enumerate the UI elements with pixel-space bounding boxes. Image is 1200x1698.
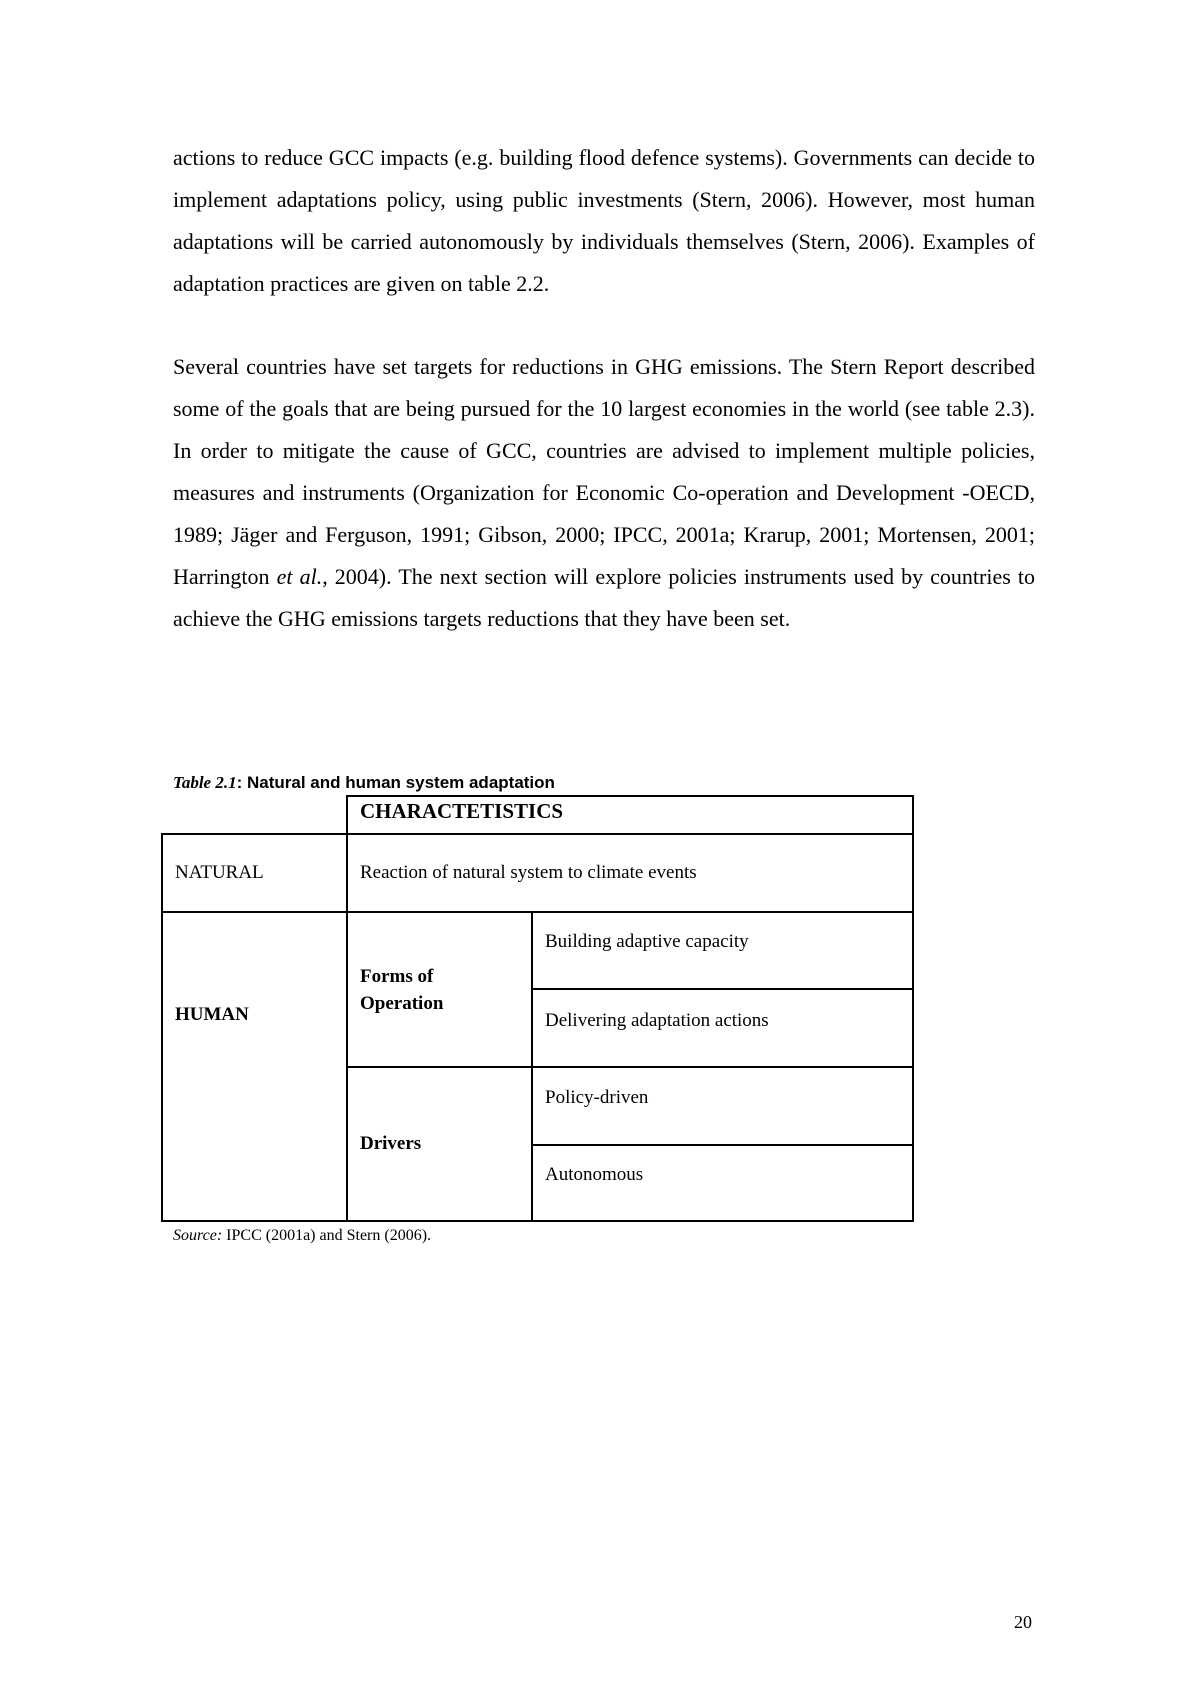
forms-item: Delivering adaptation actions — [545, 1009, 769, 1031]
drivers-label: Drivers — [360, 1133, 422, 1154]
drivers-item: Policy-driven — [545, 1086, 649, 1108]
paragraph-2-part-1: Several countries have set targets for reductions in GHG emissions. The Stern Report described some of the goals that are being pursued for the 10 largest economies in the world (see table 2.3). In order to mitigate the cause of GCC, countries are advised to implement multiple policies, measures and instruments (Organization for Economic Co-operation and Development -OECD, 1989; Jäger and Ferguson, 1991; Gibson, 2000; IPCC, 2001a; Krarup, 2001; Mortensen, 2001; Harrington — [173, 354, 1035, 589]
human-label: HUMAN — [175, 1004, 249, 1025]
page-number: 20 — [1014, 1612, 1032, 1632]
paragraph-2-et-al: et al. — [276, 564, 323, 589]
forms-item: Building adaptive capacity — [545, 930, 749, 952]
table-line — [912, 795, 914, 1222]
paragraph-2-part-2: , 2004). The next section will explore policies instruments used by countries to achieve the GHG emissions targets reductions that they have been set. — [173, 564, 1036, 631]
natural-description: Reaction of natural system to climate events — [360, 862, 697, 883]
drivers-item: Autonomous — [545, 1163, 644, 1185]
natural-label: NATURAL — [175, 862, 264, 883]
table-caption — [173, 772, 555, 794]
adaptation-table — [161, 795, 914, 1222]
table-caption-text: : Natural and human system adaptation — [236, 773, 555, 792]
source-label: Source: — [173, 1227, 223, 1244]
body-paragraph-2 — [173, 346, 1035, 640]
body-paragraph-1: actions to reduce GCC impacts (e.g. building flood defence systems). Governments can decide to implement adaptations policy, using public investments (Stern, 2006). However, most human adaptations will be carried autonomously by individuals themselves (Stern, 2006). Examples of adaptation practices are given on table 2.2. — [173, 145, 1035, 296]
forms-of-operation-label: Forms of Operation — [360, 965, 444, 1014]
table-caption-label: Table 2.1 — [173, 773, 237, 792]
table-line — [161, 1220, 914, 1222]
table-header-characteristics: CHARACTETISTICS — [360, 799, 564, 823]
table-source — [173, 1226, 431, 1246]
source-text: IPCC (2001a) and Stern (2006). — [222, 1227, 432, 1244]
